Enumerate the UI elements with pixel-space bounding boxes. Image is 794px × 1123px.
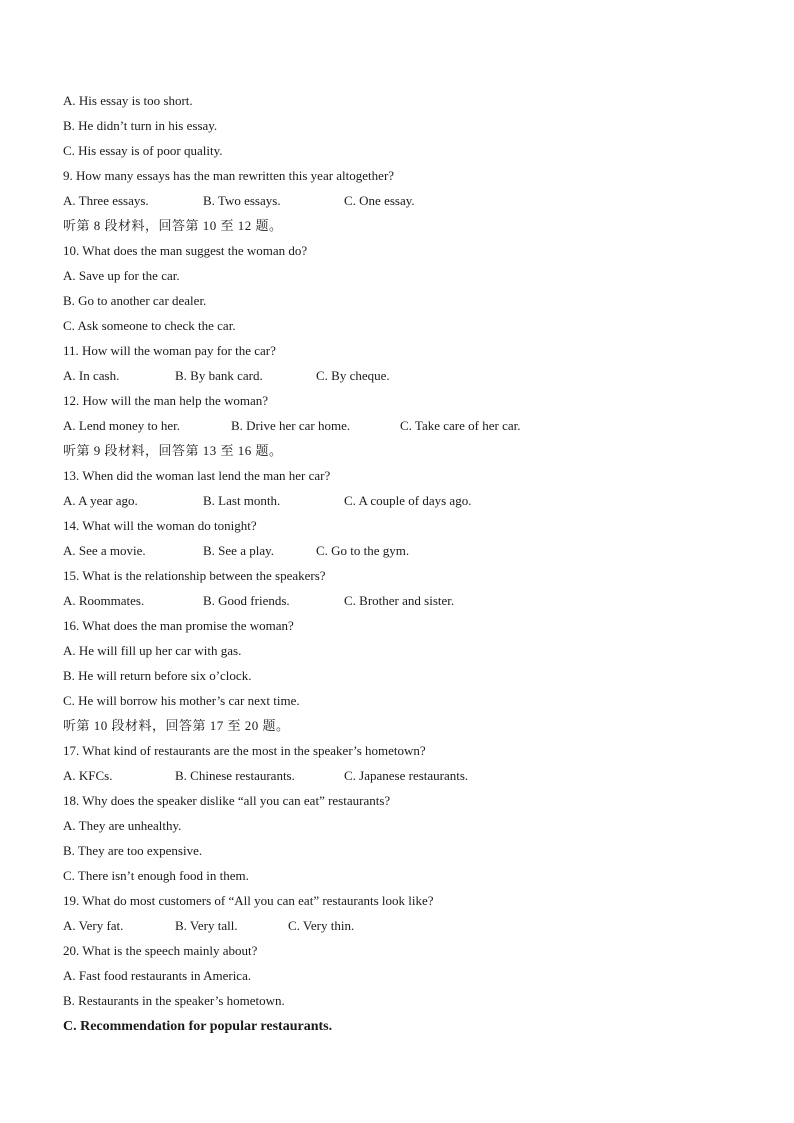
option-line: B. Go to another car dealer.: [63, 293, 207, 308]
option-line-bold: C. Recommendation for popular restaurants.: [63, 1019, 333, 1034]
section-heading: 听第 8 段材料，回答第 10 至 12 题。: [63, 218, 283, 233]
option-a: A. KFCs.: [63, 768, 113, 783]
option-line: C. His essay is of poor quality.: [63, 143, 223, 158]
question-16: 16. What does the man promise the woman?: [63, 618, 294, 633]
option-b: B. Two essays.: [203, 193, 281, 208]
options-row-q13: [63, 488, 743, 513]
option-a: A. In cash.: [63, 368, 120, 383]
option-a: A. Lend money to her.: [63, 418, 180, 433]
option-line: A. They are unhealthy.: [63, 818, 182, 833]
options-row-q9: [63, 188, 743, 213]
option-line: C. He will borrow his mother’s car next time.: [63, 693, 300, 708]
option-line: B. Restaurants in the speaker’s hometown.: [63, 993, 285, 1008]
option-line: A. Save up for the car.: [63, 268, 180, 283]
option-c: C. Brother and sister.: [344, 593, 455, 608]
question-18: 18. Why does the speaker dislike “all you can eat” restaurants?: [63, 793, 391, 808]
question-14: 14. What will the woman do tonight?: [63, 518, 257, 533]
options-row-q19: [63, 913, 743, 938]
question-19: 19. What do most customers of “All you can eat” restaurants look like?: [63, 893, 434, 908]
options-row-q17: [63, 763, 743, 788]
option-c: C. By cheque.: [316, 368, 390, 383]
question-15: 15. What is the relationship between the speakers?: [63, 568, 326, 583]
question-17: 17. What kind of restaurants are the most in the speaker’s hometown?: [63, 743, 426, 758]
options-row-q11: [63, 363, 743, 388]
option-a: A. Three essays.: [63, 193, 149, 208]
option-a: A. See a movie.: [63, 543, 146, 558]
option-c: C. One essay.: [344, 193, 415, 208]
option-b: B. Good friends.: [203, 593, 290, 608]
section-heading: 听第 9 段材料，回答第 13 至 16 题。: [63, 443, 283, 458]
question-9: 9. How many essays has the man rewritten this year altogether?: [63, 168, 395, 183]
option-c: C. A couple of days ago.: [344, 493, 472, 508]
option-line: A. He will fill up her car with gas.: [63, 643, 242, 658]
option-b: B. Last month.: [203, 493, 281, 508]
option-line: B. They are too expensive.: [63, 843, 203, 858]
option-a: A. Very fat.: [63, 918, 124, 933]
option-b: B. Very tall.: [175, 918, 238, 933]
option-c: C. Japanese restaurants.: [344, 768, 469, 783]
option-line: B. He didn’t turn in his essay.: [63, 118, 218, 133]
question-12: 12. How will the man help the woman?: [63, 393, 269, 408]
option-line: B. He will return before six o’clock.: [63, 668, 252, 683]
options-row-q15: [63, 588, 743, 613]
option-line: C. There isn’t enough food in them.: [63, 868, 249, 883]
question-10: 10. What does the man suggest the woman do?: [63, 243, 308, 258]
options-row-q12: [63, 413, 743, 438]
option-b: B. Chinese restaurants.: [175, 768, 295, 783]
option-b: B. Drive her car home.: [231, 418, 351, 433]
option-a: A. Roommates.: [63, 593, 145, 608]
option-line: A. Fast food restaurants in America.: [63, 968, 252, 983]
section-heading: 听第 10 段材料，回答第 17 至 20 题。: [63, 718, 290, 733]
question-20: 20. What is the speech mainly about?: [63, 943, 258, 958]
option-c: C. Take care of her car.: [400, 418, 521, 433]
option-b: B. See a play.: [203, 543, 274, 558]
option-line: C. Ask someone to check the car.: [63, 318, 236, 333]
exam-page: [63, 88, 743, 1039]
option-c: C. Go to the gym.: [316, 543, 410, 558]
question-11: 11. How will the woman pay for the car?: [63, 343, 276, 358]
option-a: A. A year ago.: [63, 493, 138, 508]
question-13: 13. When did the woman last lend the man her car?: [63, 468, 331, 483]
options-row-q14: [63, 538, 743, 563]
option-b: B. By bank card.: [175, 368, 263, 383]
option-line: A. His essay is too short.: [63, 93, 193, 108]
option-c: C. Very thin.: [288, 918, 355, 933]
